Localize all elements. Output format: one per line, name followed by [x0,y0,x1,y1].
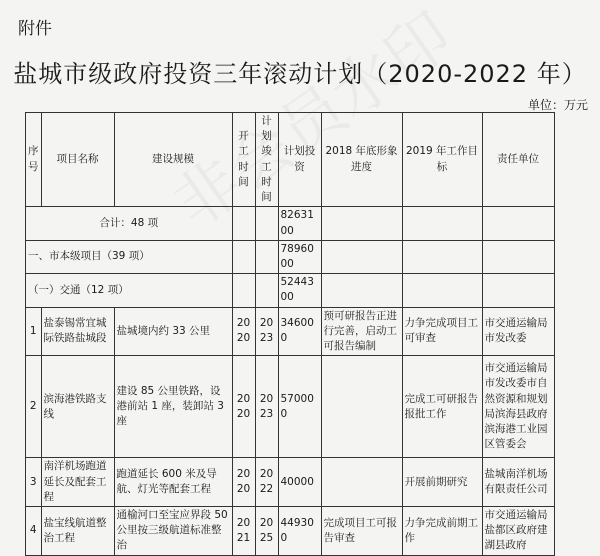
attachment-label: 附件 [18,19,52,39]
row-seq: 3 [26,458,42,507]
header-row [26,113,555,207]
row-invest: 346000 [278,307,321,356]
row-start: 2020 [232,356,255,458]
row-unit: 市交通运输局市发改委市自然资源和规划局滨海县政府滨海港工业园区管委会 [482,356,554,458]
row-seq: 4 [26,506,42,555]
row-name: 滨海港铁路支线 [41,356,114,458]
row-start: 2020 [232,307,255,356]
row-target-2019: 力争完成前期工作 [402,506,482,555]
row-progress-2018: 预可研报告正进行完善，启动工可报告编制 [321,307,402,356]
col-unit: 责任单位 [482,113,554,207]
col-progress-2018: 2018 年底形象进度 [321,113,402,207]
table-row [26,458,555,507]
table-row [26,506,555,555]
col-name: 项目名称 [41,113,114,207]
table-row [26,307,555,356]
summary-row-city [26,240,555,273]
summary-invest: 7896000 [278,240,321,273]
col-scale: 建设规模 [114,113,232,207]
row-progress-2018 [321,356,402,458]
summary-row-total [26,207,555,240]
row-seq: 1 [26,307,42,356]
row-scale: 通榆河口至宝应界段 50 公里按三级航道标准整治 [114,506,232,555]
row-finish: 2022 [255,458,278,507]
summary-label: 一、市本级项目（39 项） [26,240,233,273]
col-start: 开工时间 [232,113,255,207]
document-title: 盐城市级政府投资三年滚动计划（2020-2022 年） [13,60,587,88]
summary-row-transport [26,274,555,307]
row-finish: 2023 [255,307,278,356]
row-name: 盐宝线航道整治工程 [41,506,114,555]
row-progress-2018: 完成项目工可报告审查 [321,506,402,555]
summary-label: （一）交通（12 项） [26,274,233,307]
row-target-2019: 开展前期研究 [402,458,482,507]
row-seq: 2 [26,356,42,458]
row-invest: 40000 [278,458,321,507]
row-scale: 建设 85 公里铁路，设港前站 1 座，装卸站 3 座 [114,356,232,458]
row-finish: 2025 [255,506,278,555]
col-seq: 序号 [26,113,42,207]
row-invest: 449300 [278,506,321,555]
row-name: 盐泰锡常宜城际铁路盐城段 [41,307,114,356]
row-start: 2020 [232,458,255,507]
row-scale: 盐城境内约 33 公里 [114,307,232,356]
row-start: 2021 [232,506,255,555]
investment-plan-table [25,112,555,556]
summary-label: 合计：48 项 [26,207,233,240]
summary-invest: 8263100 [278,207,321,240]
col-invest: 计划投资 [278,113,321,207]
row-unit: 市交通运输局市发改委 [482,307,554,356]
row-invest: 570000 [278,356,321,458]
summary-invest: 5244300 [278,274,321,307]
col-finish: 计划竣工时间 [255,113,278,207]
row-unit: 市交通运输局盐都区政府建湖县政府 [482,506,554,555]
row-target-2019: 力争完成项目工可审查 [402,307,482,356]
unit-label: 单位：万元 [527,98,588,112]
col-target-2019: 2019 年工作目标 [402,113,482,207]
row-unit: 盐城南洋机场有限责任公司 [482,458,554,507]
table-row [26,356,555,458]
row-progress-2018 [321,458,402,507]
row-name: 南洋机场跑道延长及配套工程 [41,458,114,507]
row-finish: 2023 [255,356,278,458]
row-scale: 跑道延长 600 米及导航、灯光等配套工程 [114,458,232,507]
row-target-2019: 完成工可研报告报批工作 [402,356,482,458]
